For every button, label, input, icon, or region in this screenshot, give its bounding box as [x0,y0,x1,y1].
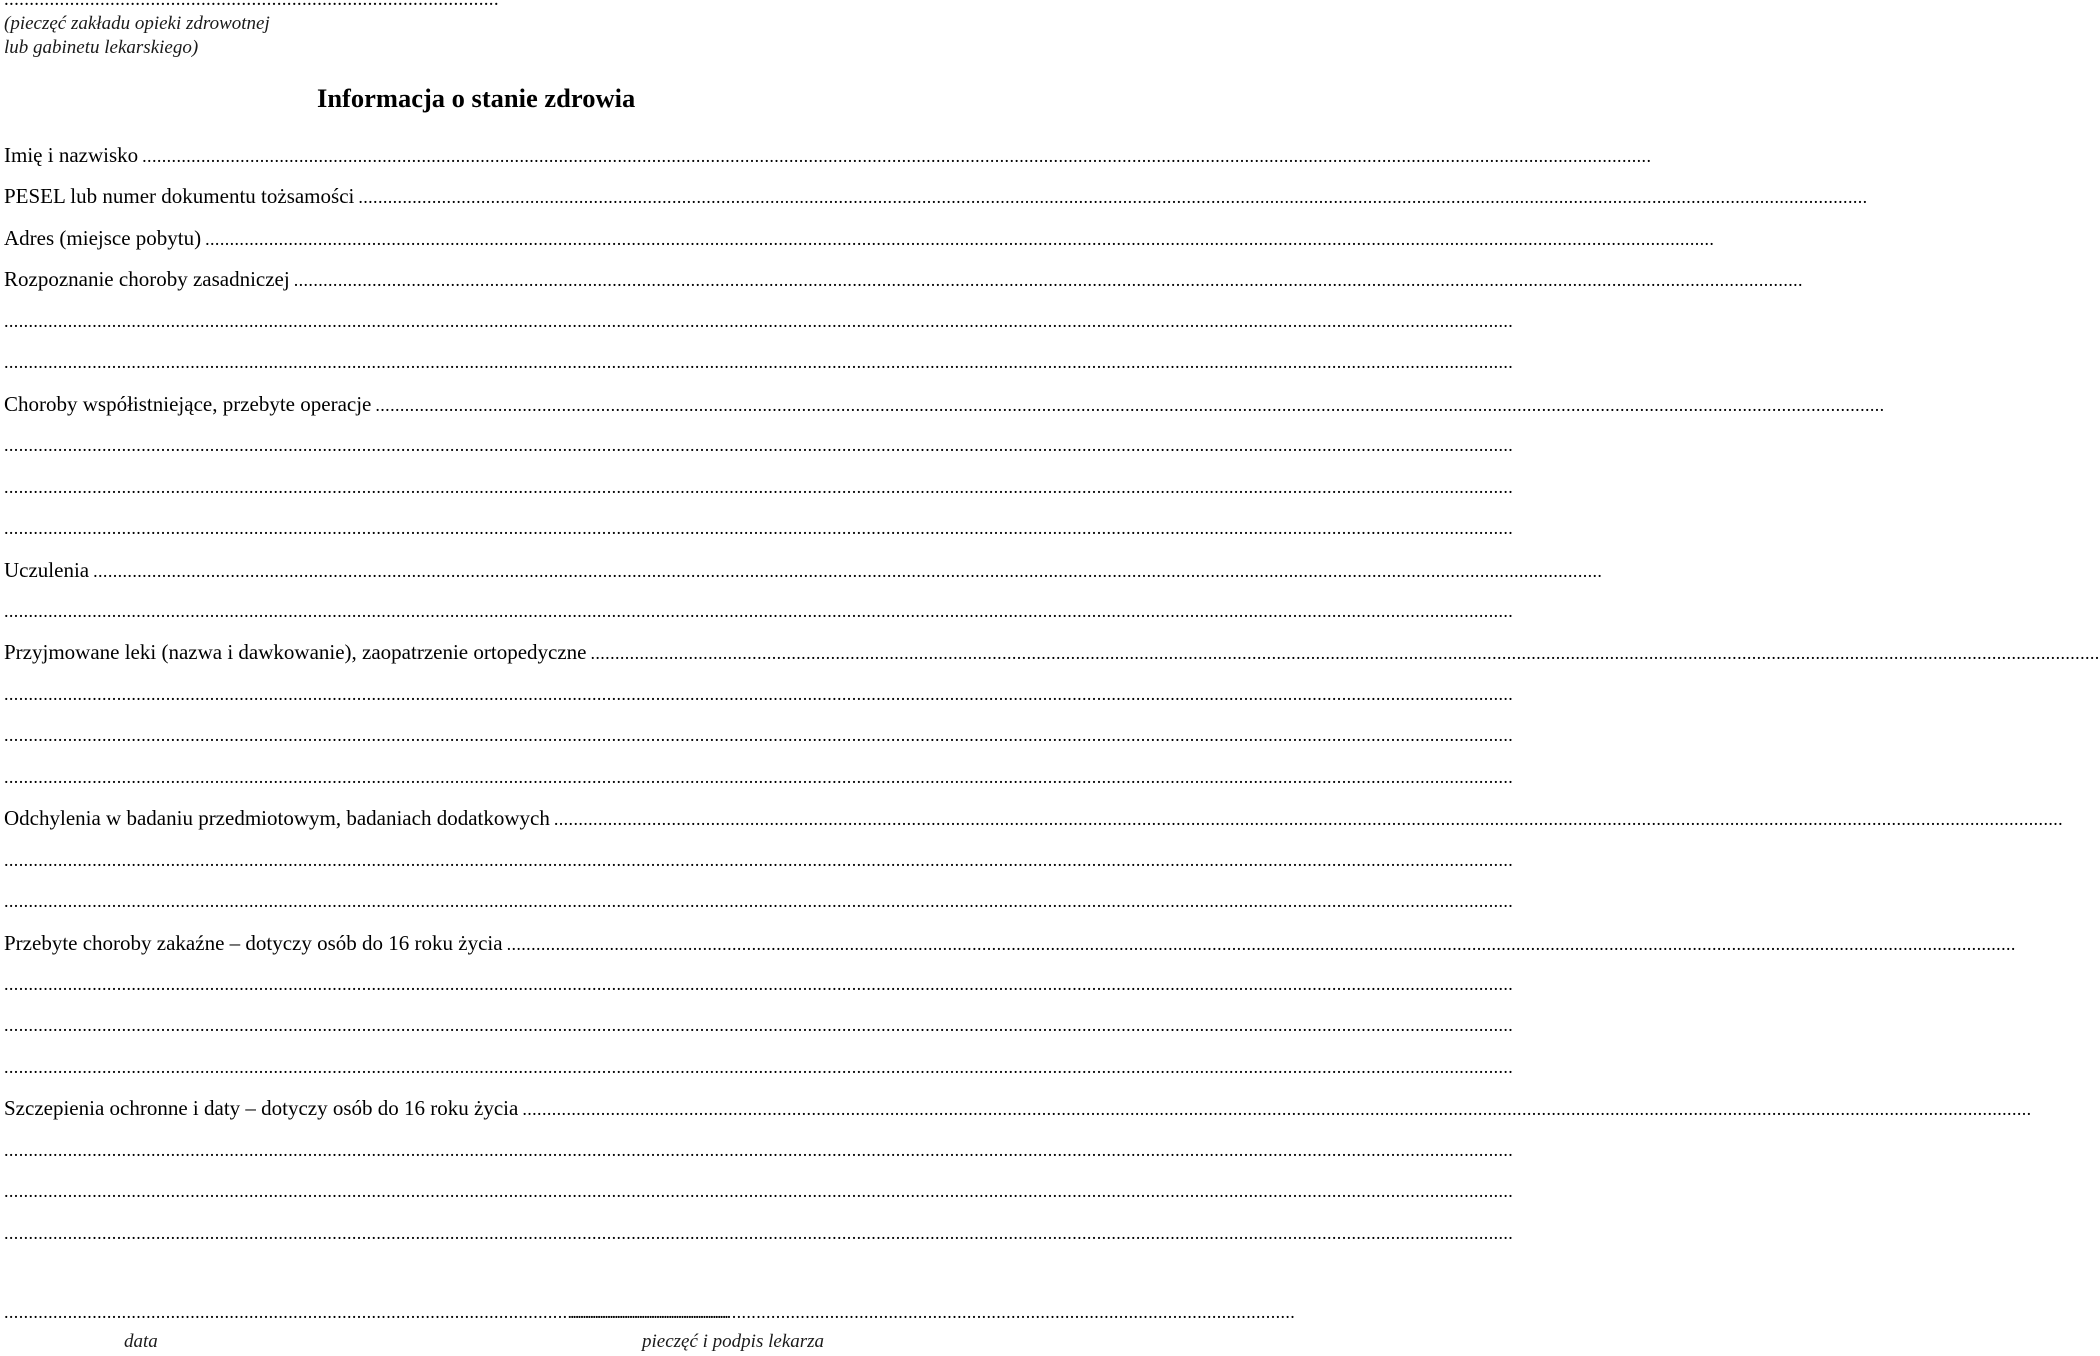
document-title: Informacja o stanie zdrowia [317,83,636,113]
field-label: Choroby współistniejące, przebyte operacje [4,391,372,416]
field-dotted-line[interactable] [93,556,1602,586]
stamp-caption-line-1: (pieczęć zakładu opieki zdrowotnej [4,13,270,34]
field-row[interactable] [4,1093,954,1123]
stamp-dotted-line [4,0,350,10]
field-row[interactable] [4,637,954,667]
signature-dotted-line[interactable] [570,1302,954,1322]
field-dotted-line[interactable] [4,513,1513,543]
field-dotted-line[interactable] [507,929,2016,959]
field-row[interactable] [4,555,954,585]
field-label: PESEL lub numer dokumentu tożsamości [4,184,355,209]
field-label: Adres (miejsce pobytu) [4,225,202,250]
field-continuation-line[interactable] [4,679,954,709]
field-row[interactable] [4,181,954,211]
field-continuation-line[interactable] [4,762,954,792]
field-row[interactable] [4,803,954,833]
field-dotted-line[interactable] [142,141,1651,171]
field-label: Imię i nazwisko [4,143,139,167]
field-continuation-line[interactable] [4,306,954,336]
field-dotted-line[interactable] [205,224,1714,254]
field-label: Rozpoznanie choroby zasadniczej [4,267,290,292]
field-continuation-line[interactable] [4,1135,954,1165]
field-label: Szczepienia ochronne i daty – dotyczy osób do 16 roku życia [4,1096,519,1121]
field-label: Przebyte choroby zakaźne – dotyczy osób do 16 roku życia [4,930,503,955]
field-continuation-line[interactable] [4,1218,954,1248]
field-row[interactable] [4,264,954,294]
field-label: Odchylenia w badaniu przedmiotowym, badaniach dodatkowych [4,806,550,831]
field-continuation-line[interactable] [4,1010,954,1040]
date-dotted-line[interactable] [4,1302,338,1322]
field-dotted-line[interactable] [4,1218,1513,1248]
field-row[interactable] [4,389,954,419]
signature-caption: pieczęć i podpis lekarza [642,1331,825,1352]
field-row[interactable] [4,140,954,170]
field-dotted-line[interactable] [554,804,2063,834]
field-dotted-line[interactable] [4,347,1513,377]
field-dotted-line[interactable] [590,638,2099,668]
field-continuation-line[interactable] [4,472,954,502]
field-dotted-line[interactable] [4,472,1513,502]
field-dotted-line[interactable] [4,1010,1513,1040]
field-continuation-line[interactable] [4,886,954,916]
field-dotted-line[interactable] [4,306,1513,336]
field-label: Przyjmowane leki (nazwa i dawkowanie), zaopatrzenie ortopedyczne [4,640,587,665]
field-dotted-line[interactable] [4,430,1513,460]
stamp-caption [4,12,270,60]
field-dotted-line[interactable] [4,1135,1513,1165]
field-dotted-line[interactable] [4,845,1513,875]
field-dotted-line[interactable] [4,720,1513,750]
field-continuation-line[interactable] [4,720,954,750]
field-dotted-line[interactable] [4,762,1513,792]
date-caption: data [124,1331,158,1352]
field-continuation-line[interactable] [4,969,954,999]
field-continuation-line[interactable] [4,430,954,460]
field-continuation-line[interactable] [4,596,954,626]
field-dotted-line[interactable] [4,969,1513,999]
field-label: Uczulenia [4,557,90,582]
field-dotted-line[interactable] [4,1176,1513,1206]
field-row[interactable] [4,928,954,958]
field-continuation-line[interactable] [4,1176,954,1206]
field-continuation-line[interactable] [4,513,954,543]
field-dotted-line[interactable] [294,265,1803,295]
field-dotted-line[interactable] [4,886,1513,916]
field-continuation-line[interactable] [4,347,954,377]
field-dotted-line[interactable] [358,182,1867,212]
field-dotted-line[interactable] [4,596,1513,626]
field-row[interactable] [4,223,954,253]
field-dotted-line[interactable] [4,1052,1513,1082]
stamp-caption-line-2: lub gabinetu lekarskiego) [4,37,199,58]
field-dotted-line[interactable] [4,679,1513,709]
field-dotted-line[interactable] [522,1094,2031,1124]
field-continuation-line[interactable] [4,845,954,875]
field-dotted-line[interactable] [375,390,1884,420]
field-continuation-line[interactable] [4,1052,954,1082]
